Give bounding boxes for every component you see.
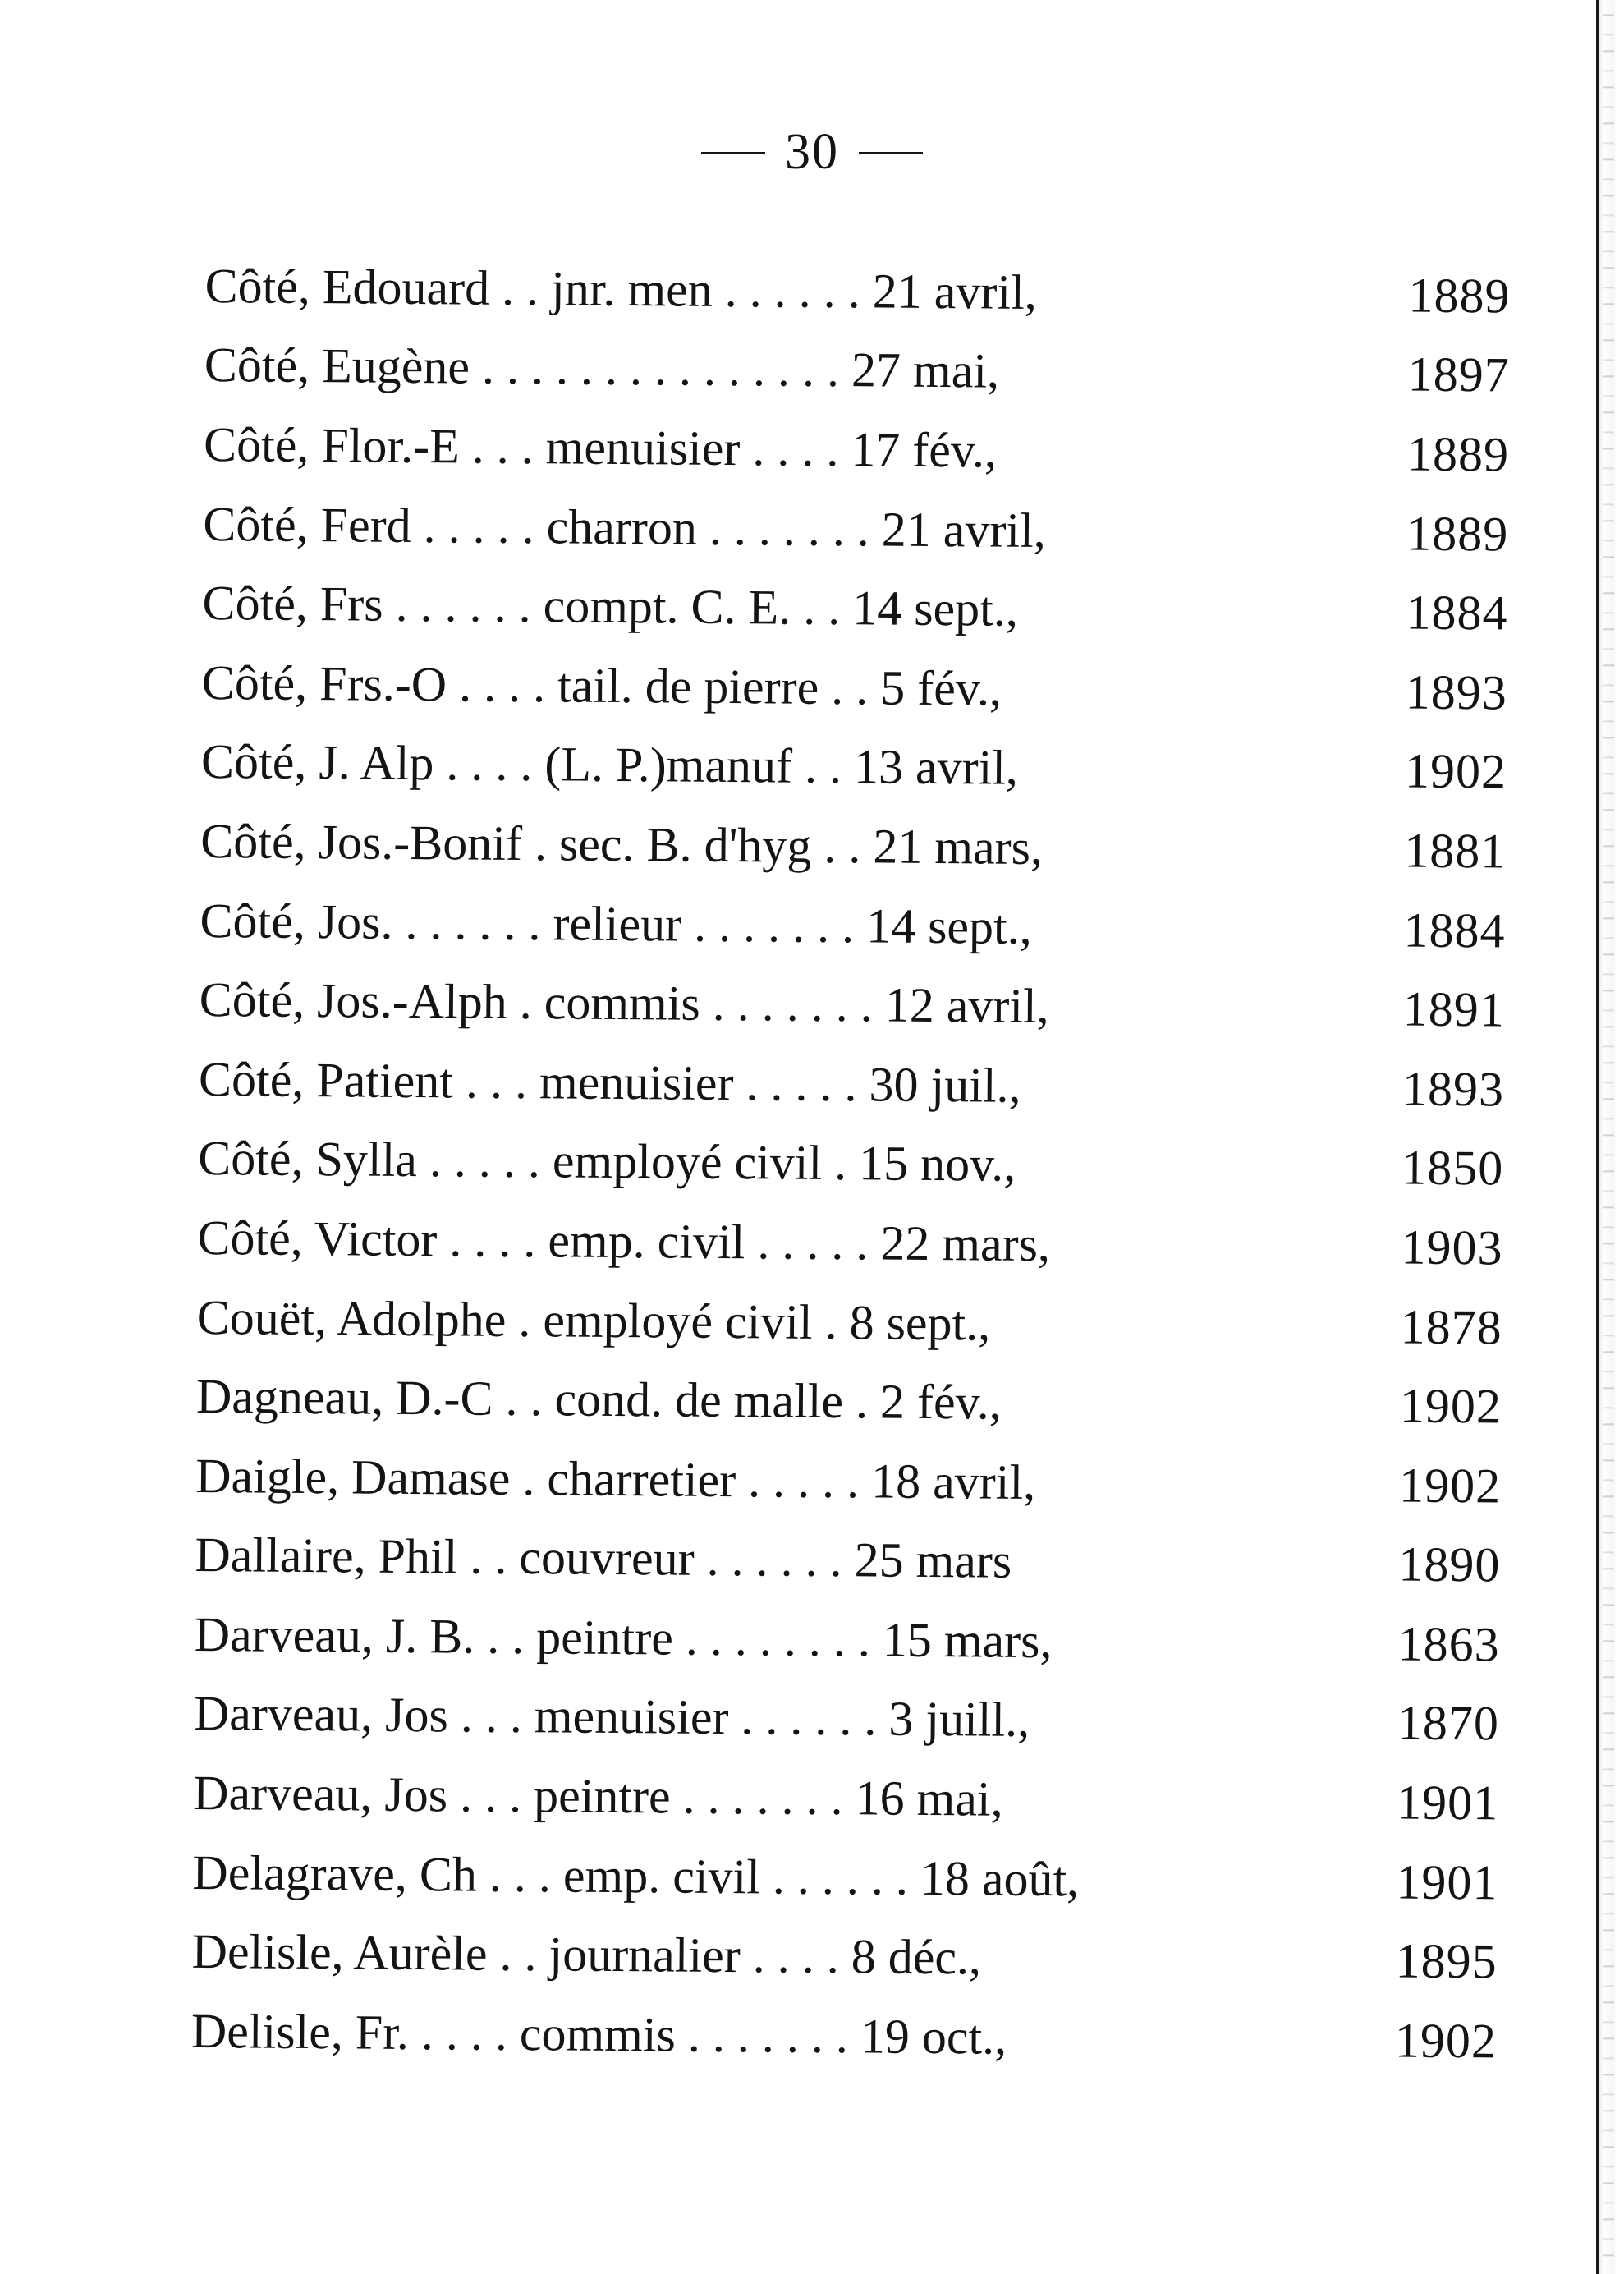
entry-row: [195, 1436, 1502, 1526]
entry-row: [204, 405, 1510, 494]
entry-year: 1881: [1404, 823, 1507, 879]
entry-text: Darveau, Jos . . . menuisier . . . . . . 3 juill.,: [193, 1686, 1030, 1748]
entry-text: Dallaire, Phil . . couvreur . . . . . . 25 mars: [195, 1527, 1012, 1589]
entry-text: Darveau, J. B. . . peintre . . . . . . . . 15 mars,: [194, 1606, 1053, 1669]
entry-row: [193, 1753, 1499, 1843]
entry-text: Côté, Jos. . . . . . . relieur . . . . . . . 14 sept.,: [200, 893, 1033, 954]
entry-year: 1902: [1398, 1458, 1502, 1514]
entry-text: Côté, Edouard . . jnr. men . . . . . . 21 avril,: [204, 258, 1038, 319]
entry-year: 1889: [1406, 426, 1510, 482]
page-number: 30: [785, 124, 839, 180]
entry-year: 1893: [1402, 1061, 1505, 1117]
entry-text: Delisle, Aurèle . . journalier . . . . 8 déc.,: [191, 1924, 982, 1985]
entry-text: Côté, J. Alp . . . . (L. P.)manuf . . 13 avril,: [200, 734, 1019, 796]
entry-row: [199, 960, 1505, 1050]
entry-row: [194, 1595, 1500, 1684]
entry-row: [202, 563, 1508, 653]
left-dash: [701, 152, 765, 154]
entry-year: 1890: [1398, 1537, 1501, 1592]
entry-list: [190, 246, 1511, 2069]
entry-year: 1863: [1397, 1616, 1500, 1672]
entry-year: 1901: [1396, 1854, 1498, 1910]
entry-row: [191, 1991, 1498, 2081]
entry-row: [194, 1674, 1500, 1764]
binding-rule: [1596, 0, 1599, 2274]
entry-year: 1889: [1408, 268, 1511, 324]
entry-text: Côté, Patient . . . menuisier . . . . . 30 juil.,: [198, 1051, 1021, 1113]
entry-text: Côté, Ferd . . . . . charron . . . . . . . 21 avril,: [203, 496, 1047, 558]
entry-row: [204, 326, 1510, 416]
entry-row: [204, 246, 1511, 336]
entry-year: 1889: [1406, 506, 1509, 562]
page-number-header: [0, 123, 1624, 181]
entry-text: Côté, Frs . . . . . . compt. C. E. . . 14 sept.,: [202, 576, 1019, 636]
entry-row: [199, 1040, 1505, 1129]
entry-row: [201, 723, 1507, 812]
entry-row: [200, 802, 1507, 891]
entry-row: [203, 485, 1509, 574]
page-edge-speckle: [1603, 0, 1614, 2274]
entry-row: [191, 1912, 1498, 2001]
entry-text: Dagneau, D.-C . . cond. de malle . 2 fév.,: [195, 1369, 1002, 1430]
entry-row: [200, 881, 1506, 971]
entry-row: [201, 643, 1507, 733]
entry-row: [196, 1278, 1502, 1367]
entry-row: [197, 1198, 1503, 1288]
entry-year: 1895: [1395, 1933, 1498, 1989]
entry-row: [196, 1357, 1502, 1446]
entry-row: [198, 1119, 1504, 1208]
entry-text: Darveau, Jos . . . peintre . . . . . . . 16 mai,: [192, 1766, 1003, 1826]
entry-text: Couët, Adolphe . employé civil . 8 sept.,: [196, 1289, 991, 1351]
entry-year: 1850: [1401, 1140, 1504, 1196]
entry-year: 1870: [1397, 1695, 1500, 1751]
entry-year: 1878: [1400, 1298, 1502, 1354]
right-dash: [859, 152, 923, 154]
entry-text: Côté, Jos.-Alph . commis . . . . . . . 12 avril,: [199, 972, 1049, 1034]
entry-row: [192, 1833, 1498, 1923]
entry-text: Delagrave, Ch . . . emp. civil . . . . . . 18 août,: [192, 1844, 1080, 1907]
entry-text: Daigle, Damase . charretier . . . . . 18 avril,: [195, 1448, 1036, 1509]
entry-text: Delisle, Fr. . . . . commis . . . . . . . 19 oct.,: [190, 2003, 1007, 2065]
entry-year: 1902: [1394, 2013, 1498, 2069]
entry-text: Côté, Jos.-Bonif . sec. B. d'hyg . . 21 mars,: [200, 813, 1044, 875]
entry-text: Côté, Frs.-O . . . . tail. de pierre . . 5 fév.,: [201, 655, 1002, 716]
entry-text: Côté, Eugène . . . . . . . . . . . . . . . 27 mai,: [204, 338, 1000, 398]
entry-text: Côté, Sylla . . . . . employé civil . 15 nov.,: [198, 1131, 1016, 1192]
entry-year: 1884: [1406, 585, 1508, 641]
entry-year: 1901: [1396, 1775, 1499, 1831]
entry-year: 1884: [1403, 903, 1506, 958]
entry-year: 1902: [1404, 743, 1507, 799]
entry-year: 1903: [1401, 1220, 1503, 1275]
entry-year: 1902: [1399, 1378, 1502, 1434]
entry-row: [195, 1515, 1501, 1605]
entry-year: 1893: [1405, 664, 1508, 720]
entry-text: Côté, Victor . . . . emp. civil . . . . . 22 mars,: [197, 1210, 1051, 1272]
entry-year: 1897: [1407, 347, 1511, 402]
page-edge: [1580, 0, 1624, 2274]
entry-text: Côté, Flor.-E . . . menuisier . . . . 17 fév.,: [203, 416, 998, 478]
entry-year: 1891: [1402, 981, 1506, 1037]
